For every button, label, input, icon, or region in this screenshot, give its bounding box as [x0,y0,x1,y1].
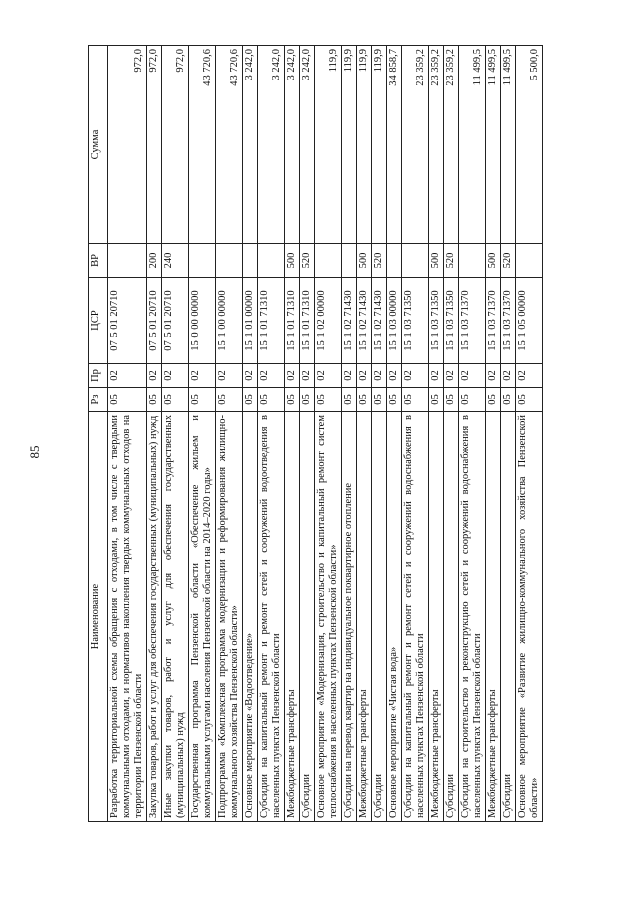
cell-csr: 07 5 01 20710 [108,278,147,364]
cell-sum: 11 499,5 [501,46,516,244]
cell-pr: 02 [372,364,387,388]
cell-name: Основное мероприятие «Развитие жилищно-коммунального хозяйства Пензенской области» [516,412,543,822]
cell-name: Межбюджетные трансферты [486,412,501,822]
cell-rz: 05 [315,388,342,412]
cell-rz: 05 [216,388,243,412]
cell-rz: 05 [516,388,543,412]
cell-name: Субсидии на капитальный ремонт и ремонт сетей и сооружений водоотведения в населенных пунктах Пензенской области [258,412,285,822]
cell-name: Субсидии [372,412,387,822]
cell-name: Субсидии [300,412,315,822]
cell-pr: 02 [501,364,516,388]
cell-name: Разработка территориальной схемы обращения с отходами, в том числе с твердыми коммунальными отходами, и нормативов накопления твердых коммунальных отходов на территории Пензенской области [108,412,147,822]
cell-rz: 05 [372,388,387,412]
cell-pr: 02 [147,364,162,388]
cell-rz: 05 [258,388,285,412]
cell-pr: 02 [342,364,357,388]
cell-pr: 02 [108,364,147,388]
header-csr: ЦСР [89,278,108,364]
table-row [147,46,162,822]
cell-name: Основное мероприятие «Водоотведение» [243,412,258,822]
cell-sum: 11 499,5 [486,46,501,244]
cell-rz: 05 [402,388,429,412]
cell-rz: 05 [162,388,189,412]
cell-csr: 15 1 03 71370 [501,278,516,364]
cell-vr: 520 [501,244,516,278]
cell-vr [258,244,285,278]
cell-name: Основное мероприятие «Модернизация, строительство и капитальный ремонт систем теплоснабжения в населенных пунктах Пензенской области» [315,412,342,822]
table-row [285,46,300,822]
cell-rz: 05 [189,388,216,412]
cell-sum: 119,9 [315,46,342,244]
cell-rz: 05 [342,388,357,412]
table-row [216,46,243,822]
cell-pr: 02 [315,364,342,388]
cell-vr: 240 [162,244,189,278]
cell-pr: 02 [258,364,285,388]
cell-csr: 15 1 03 71370 [459,278,486,364]
cell-pr: 02 [486,364,501,388]
table-row [315,46,342,822]
cell-csr: 15 1 01 00000 [243,278,258,364]
cell-csr: 15 1 03 71370 [486,278,501,364]
cell-csr: 15 1 03 71350 [444,278,459,364]
cell-csr: 15 1 03 00000 [387,278,402,364]
table-body [108,46,543,822]
cell-sum: 34 858,7 [387,46,402,244]
cell-rz: 05 [444,388,459,412]
table-row [342,46,357,822]
cell-pr: 02 [189,364,216,388]
cell-pr: 02 [459,364,486,388]
cell-name: Подпрограмма «Комплексная программа модернизации и реформирования жилищно-коммунального хозяйства Пензенской области» [216,412,243,822]
cell-csr: 15 1 02 00000 [315,278,342,364]
cell-vr [342,244,357,278]
table-row [516,46,543,822]
cell-csr: 15 1 03 71350 [429,278,444,364]
cell-sum: 119,9 [357,46,372,244]
cell-sum: 5 500,0 [516,46,543,244]
cell-sum: 43 720,6 [189,46,216,244]
cell-csr: 15 1 05 00000 [516,278,543,364]
cell-pr: 02 [300,364,315,388]
cell-sum: 23 359,2 [402,46,429,244]
table-row [459,46,486,822]
cell-pr: 02 [216,364,243,388]
cell-name: Межбюджетные трансферты [357,412,372,822]
cell-sum: 972,0 [162,46,189,244]
cell-rz: 05 [243,388,258,412]
cell-rz: 05 [300,388,315,412]
table-row [162,46,189,822]
header-rz: Рз [89,388,108,412]
cell-sum: 119,9 [372,46,387,244]
cell-name: Государственная программа Пензенской области «Обеспечение жильем и коммунальными услугами населения Пензенской области на 2014–2020 годы» [189,412,216,822]
table-row [258,46,285,822]
table-row [189,46,216,822]
cell-pr: 02 [387,364,402,388]
table-row [429,46,444,822]
cell-vr: 500 [429,244,444,278]
cell-csr: 15 1 02 71430 [342,278,357,364]
cell-vr: 520 [372,244,387,278]
table-row [486,46,501,822]
cell-vr: 500 [486,244,501,278]
cell-name: Межбюджетные трансферты [285,412,300,822]
cell-sum: 119,9 [342,46,357,244]
cell-sum: 3 242,0 [300,46,315,244]
cell-csr: 15 1 03 71350 [402,278,429,364]
cell-pr: 02 [357,364,372,388]
cell-vr: 200 [147,244,162,278]
table-header-row [89,46,108,822]
cell-rz: 05 [108,388,147,412]
cell-name: Субсидии на строительство и реконструкцию сетей и сооружений водоснабжения в населенных пунктах Пензенской области [459,412,486,822]
table-row [402,46,429,822]
header-pr: Пр [89,364,108,388]
cell-name: Межбюджетные трансферты [429,412,444,822]
cell-vr [387,244,402,278]
cell-vr [516,244,543,278]
cell-vr [315,244,342,278]
cell-vr [216,244,243,278]
cell-vr [402,244,429,278]
header-sum: Сумма [89,46,108,244]
header-vr: ВР [89,244,108,278]
cell-vr: 500 [357,244,372,278]
cell-csr: 07 5 01 20710 [147,278,162,364]
cell-rz: 05 [486,388,501,412]
cell-name: Закупка товаров, работ и услуг для обеспечения государственных (муниципальных) нужд [147,412,162,822]
cell-csr: 15 1 01 71310 [300,278,315,364]
cell-csr: 15 1 02 71430 [372,278,387,364]
cell-pr: 02 [402,364,429,388]
cell-rz: 05 [501,388,516,412]
cell-sum: 3 242,0 [258,46,285,244]
cell-sum: 972,0 [147,46,162,244]
cell-sum: 3 242,0 [285,46,300,244]
table-row [387,46,402,822]
cell-csr: 15 0 00 00000 [189,278,216,364]
cell-rz: 05 [387,388,402,412]
cell-rz: 05 [147,388,162,412]
cell-vr [108,244,147,278]
cell-vr [459,244,486,278]
cell-sum: 23 359,2 [444,46,459,244]
table-row [243,46,258,822]
cell-vr: 500 [285,244,300,278]
cell-vr [189,244,216,278]
table-row [300,46,315,822]
cell-name: Субсидии на капитальный ремонт и ремонт сетей и сооружений водоснабжения в населенных пунктах Пензенской области [402,412,429,822]
table-row [357,46,372,822]
cell-sum: 23 359,2 [429,46,444,244]
cell-csr: 15 1 00 00000 [216,278,243,364]
cell-rz: 05 [429,388,444,412]
cell-vr: 520 [300,244,315,278]
table-row [501,46,516,822]
cell-pr: 02 [516,364,543,388]
cell-name: Субсидии [444,412,459,822]
page-number: 85 [27,445,42,459]
cell-vr: 520 [444,244,459,278]
rotated-page-content [88,46,564,822]
cell-sum: 972,0 [108,46,147,244]
cell-pr: 02 [444,364,459,388]
budget-table [88,45,543,822]
cell-name: Иные закупки товаров, работ и услуг для обеспечения государственных (муниципальных) нужд [162,412,189,822]
cell-csr: 15 1 01 71310 [285,278,300,364]
cell-sum: 3 242,0 [243,46,258,244]
cell-pr: 02 [285,364,300,388]
cell-rz: 05 [459,388,486,412]
cell-sum: 11 499,5 [459,46,486,244]
table-row [372,46,387,822]
header-name: Наименование [89,412,108,822]
cell-rz: 05 [285,388,300,412]
table-row [108,46,147,822]
cell-vr [243,244,258,278]
table-row [444,46,459,822]
cell-csr: 07 5 01 20710 [162,278,189,364]
cell-csr: 15 1 01 71310 [258,278,285,364]
cell-sum: 43 720,6 [216,46,243,244]
cell-pr: 02 [162,364,189,388]
cell-name: Субсидии [501,412,516,822]
cell-rz: 05 [357,388,372,412]
cell-pr: 02 [429,364,444,388]
cell-name: Субсидии на перевод квартир на индивидуальное поквартирное отопление [342,412,357,822]
cell-name: Основное мероприятие «Чистая вода» [387,412,402,822]
cell-csr: 15 1 02 71430 [357,278,372,364]
cell-pr: 02 [243,364,258,388]
